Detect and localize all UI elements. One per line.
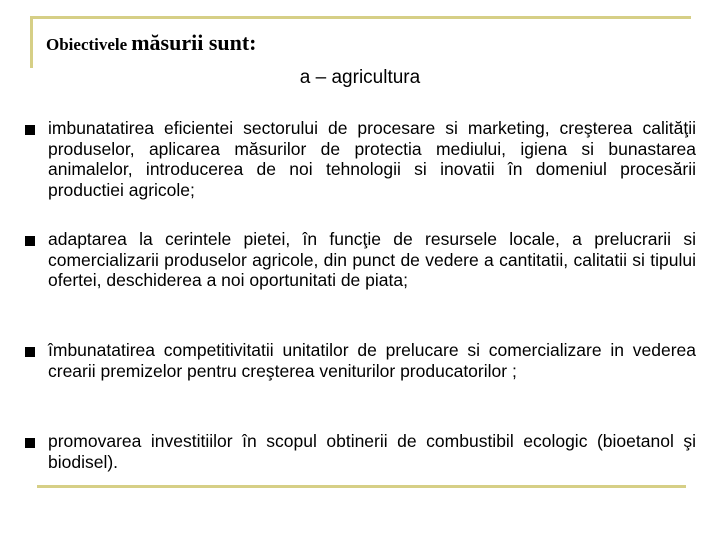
bullet-item (20, 431, 700, 472)
subtitle-text: a – agricultura (299, 67, 421, 88)
frame-top-rule (30, 16, 691, 19)
bullet-item (20, 340, 700, 381)
square-bullet-icon (25, 347, 35, 357)
bullet-item (20, 118, 700, 200)
square-bullet-icon (25, 236, 35, 246)
square-bullet-icon (25, 125, 35, 135)
square-bullet-icon (25, 438, 35, 448)
frame-left-rule (30, 16, 33, 68)
bullet-text: imbunatatirea eficientei sectorului de procesare si marketing, creşterea calităţii produselor, aplicarea măsurilor de protectia mediului, igiena si bunastarea animalelor, introducerea de noi tehnologii si inovatii în domeniul procesării productiei agricole; (48, 118, 696, 200)
bullet-item (20, 229, 700, 291)
title-part-2: măsurii sunt: (131, 30, 257, 55)
bullet-text: adaptarea la cerintele pietei, în funcţie de resursele locale, a prelucrarii si comercializarii produselor agricole, din punct de vedere a cantitatii, calitatii si tipului ofertei, deschiderea a noi oportunitati de piata; (48, 229, 696, 290)
frame-bottom-rule (37, 485, 686, 488)
bullet-text: îmbunatatirea competitivitatii unitatilor de prelucare si comercializare in vederea crearii premizelor pentru creşterea veniturilor producatorilor ; (48, 340, 696, 381)
title-part-1: Obiectivele (46, 35, 128, 54)
slide-subtitle (0, 67, 720, 89)
bullet-text: promovarea investitiilor în scopul obtinerii de combustibil ecologic (bioetanol şi biodisel). (48, 431, 696, 472)
slide-title (46, 30, 257, 56)
